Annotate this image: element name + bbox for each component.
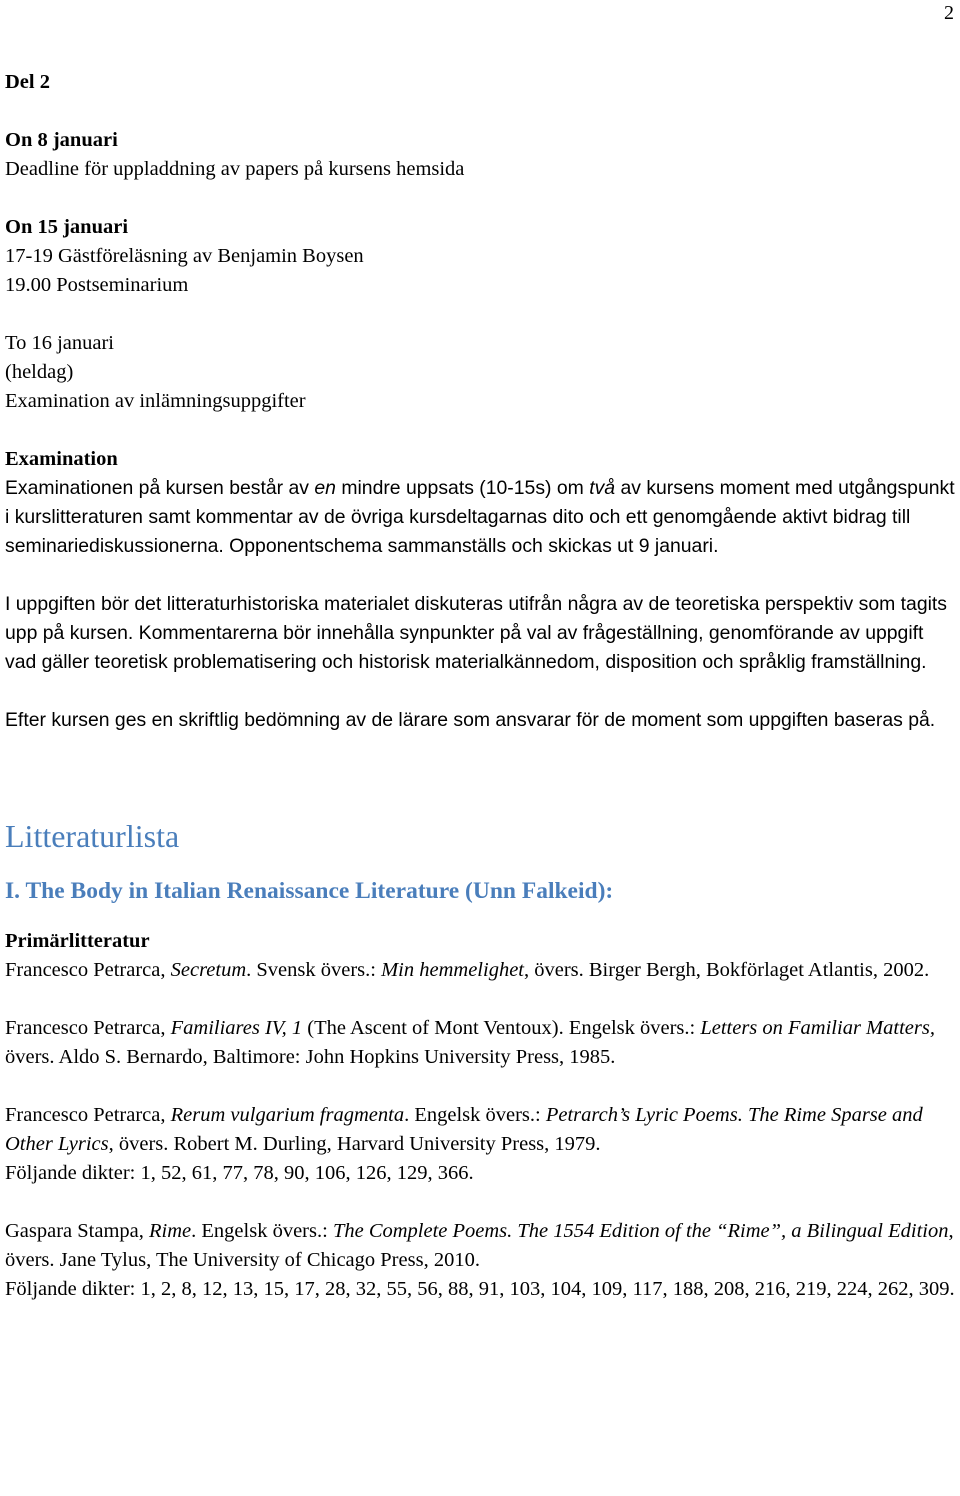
page-number: 2	[944, 2, 954, 24]
literature-entry: Francesco Petrarca, Rerum vulgarium fragmenta. Engelsk övers.: Petrarch’s Lyric Poems. The Rime Sparse and Other Lyrics, övers. Robert M. Durling, Harvard University Press, 1979.	[5, 1104, 923, 1155]
primary-literature-heading: Primärlitteratur	[5, 930, 150, 952]
section-title: I. The Body in Italian Renaissance Literature (Unn Falkeid):	[5, 878, 614, 904]
literature-entry-poems: Följande dikter: 1, 52, 61, 77, 78, 90, 106, 126, 129, 366.	[5, 1162, 474, 1184]
literature-entry: Francesco Petrarca, Secretum. Svensk övers.: Min hemmelighet, övers. Birger Bergh, Bokförlaget Atlantis, 2002.	[5, 959, 930, 981]
examination-paragraph-2: I uppgiften bör det litteraturhistoriska materialet diskuteras utifrån några av de teoretiska perspektiv som tagits upp på kursen. Kommentarerna bör innehålla synpunkter på val av frågeställning, genomförande av uppgift vad gäller teoretisk problematisering och historisk materialkännedom, disposition och språklig framställning.	[5, 593, 947, 673]
examination-paragraph-3: Efter kursen ges en skriftlig bedömning av de lärare som ansvarar för de moment som uppgiften baseras på.	[5, 709, 936, 731]
examination-paragraph-1: Examinationen på kursen består av en mindre uppsats (10-15s) om två av kursens moment med utgångspunkt i kurslitteraturen samt kommentar av de övriga kursdeltagarnas dito och ett genomgående aktivt bidrag till seminariediskussionerna. Opponentschema sammanställs och skickas ut 9 januari.	[5, 477, 955, 557]
schedule-line: Examination av inlämningsuppgifter	[5, 390, 306, 412]
literature-title: Litteraturlista	[5, 818, 180, 854]
schedule-date: On 15 januari	[5, 216, 129, 238]
examination-heading: Examination	[5, 448, 118, 470]
literature-entry: Gaspara Stampa, Rime. Engelsk övers.: The Complete Poems. The 1554 Edition of the “Rime”, a Bilingual Edition, övers. Jane Tylus, The University of Chicago Press, 2010.	[5, 1220, 954, 1271]
schedule-line: 19.00 Postseminarium	[5, 274, 189, 296]
schedule-date: To 16 januari	[5, 332, 115, 354]
schedule-line: Deadline för uppladdning av papers på kursens hemsida	[5, 158, 465, 180]
schedule-line: (heldag)	[5, 361, 74, 383]
literature-entry: Francesco Petrarca, Familiares IV, 1 (The Ascent of Mont Ventoux). Engelsk övers.: Letters on Familiar Matters, övers. Aldo S. Bernardo, Baltimore: John Hopkins University Press, 1985.	[5, 1017, 935, 1068]
schedule-line: 17-19 Gästföreläsning av Benjamin Boysen	[5, 245, 364, 267]
part-title: Del 2	[5, 71, 50, 93]
schedule-date: On 8 januari	[5, 129, 118, 151]
document-body	[5, 68, 960, 1304]
literature-entry-poems: Följande dikter: 1, 2, 8, 12, 13, 15, 17, 28, 32, 55, 56, 88, 91, 103, 104, 109, 117, 188, 208, 216, 219, 224, 262, 309.	[5, 1278, 955, 1300]
